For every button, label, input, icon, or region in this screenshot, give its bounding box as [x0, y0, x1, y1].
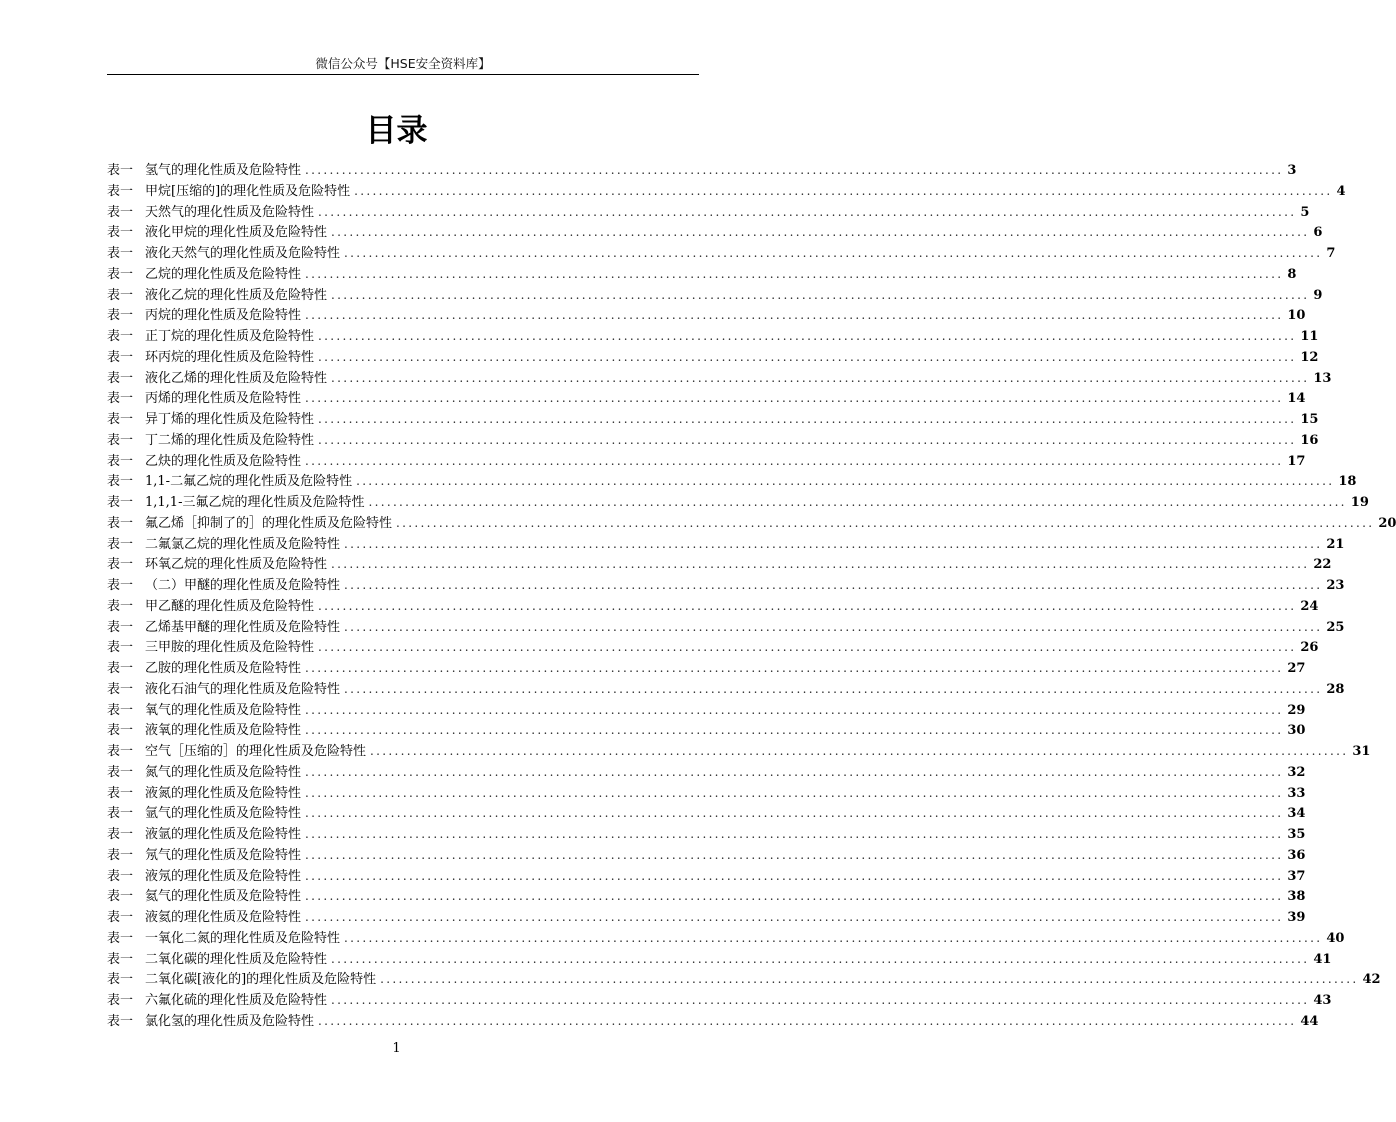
toc-entry-title: 二氧化碳的理化性质及危险特性	[145, 951, 328, 967]
toc-entry-prefix: 表一	[107, 432, 134, 448]
toc-entry-title: 乙烯基甲醚的理化性质及危险特性	[145, 619, 341, 635]
toc-entry-page: 4	[1336, 183, 1346, 199]
toc-entry-page: 44	[1300, 1013, 1319, 1029]
toc-entry[interactable]	[107, 575, 1345, 596]
page-header: 微信公众号【HSE安全资料库】	[107, 54, 699, 75]
toc-entry-title: 液氧的理化性质及危险特性	[145, 723, 302, 739]
toc-dot-leader: ................................................................................................................................................................	[305, 910, 1284, 924]
toc-entry[interactable]	[107, 762, 1306, 783]
toc-entry[interactable]	[107, 741, 1371, 762]
toc-entry[interactable]	[107, 803, 1306, 824]
toc-dot-leader: ................................................................................................................................................................	[331, 370, 1310, 385]
toc-entry-title: 液化乙烯的理化性质及危险特性	[145, 370, 328, 386]
toc-entry-prefix: 表一	[107, 910, 134, 925]
toc-entry[interactable]	[107, 866, 1306, 887]
toc-entry-page: 33	[1287, 785, 1306, 801]
toc-entry[interactable]	[107, 243, 1336, 264]
toc-entry-prefix: 表一	[107, 412, 134, 427]
toc-entry-page: 17	[1287, 453, 1306, 469]
toc-entry-title: 环丙烷的理化性质及危险特性	[145, 349, 315, 365]
toc-dot-leader: ................................................................................................................................................................	[305, 827, 1284, 841]
toc-entry-title: 六氟化硫的理化性质及危险特性	[145, 993, 328, 1008]
toc-entry[interactable]	[107, 347, 1319, 368]
toc-entry-title: 氮气的理化性质及危险特性	[145, 764, 302, 780]
toc-dot-leader: ................................................................................................................................................................	[344, 536, 1323, 551]
toc-entry-page: 43	[1313, 993, 1332, 1008]
toc-entry-title: 甲烷[压缩的]的理化性质及危险特性	[145, 183, 351, 199]
toc-entry-title: 液氖的理化性质及危险特性	[145, 868, 302, 884]
toc-entry-prefix: 表一	[107, 474, 134, 490]
toc-entry-page: 19	[1350, 495, 1369, 510]
toc-entry-prefix: 表一	[107, 370, 134, 386]
toc-entry-title: 液氦的理化性质及危险特性	[145, 910, 302, 925]
toc-entry[interactable]	[107, 388, 1306, 409]
toc-entry[interactable]	[107, 617, 1345, 638]
toc-entry-prefix: 表一	[107, 847, 134, 863]
toc-dot-leader: ................................................................................................................................................................	[305, 847, 1284, 862]
toc-entry-prefix: 表一	[107, 889, 134, 905]
toc-entry[interactable]	[107, 679, 1345, 700]
toc-entry-title: 液化天然气的理化性质及危险特性	[145, 246, 341, 261]
toc-entry-title: 正丁烷的理化性质及危险特性	[145, 329, 315, 344]
toc-entry-prefix: 表一	[107, 661, 134, 676]
toc-entry-page: 29	[1287, 702, 1306, 718]
toc-dot-leader: ................................................................................................................................................................	[344, 681, 1323, 696]
toc-entry[interactable]	[107, 1011, 1319, 1032]
toc-entry-prefix: 表一	[107, 246, 134, 261]
toc-entry-prefix: 表一	[107, 640, 134, 656]
toc-entry[interactable]	[107, 907, 1306, 928]
toc-entry-prefix: 表一	[107, 266, 134, 282]
toc-entry-title: 氩气的理化性质及危险特性	[145, 806, 302, 822]
toc-dot-leader: ................................................................................................................................................................	[305, 391, 1284, 406]
toc-entry[interactable]	[107, 845, 1306, 866]
toc-entry-title: 丙烷的理化性质及危险特性	[145, 308, 302, 324]
toc-entry[interactable]	[107, 181, 1346, 202]
toc-dot-leader: ................................................................................................................................................................	[331, 951, 1310, 966]
toc-entry-prefix: 表一	[107, 806, 134, 822]
toc-entry-page: 40	[1326, 930, 1345, 946]
toc-entry-page: 20	[1378, 515, 1396, 531]
toc-entry[interactable]	[107, 969, 1381, 990]
toc-entry-title: 氢气的理化性质及危险特性	[145, 163, 302, 178]
toc-entry[interactable]	[107, 928, 1345, 949]
toc-dot-leader: ................................................................................................................................................................	[305, 806, 1284, 821]
toc-entry-prefix: 表一	[107, 183, 134, 199]
toc-entry-title: 1,1,1-三氟乙烷的理化性质及危险特性	[145, 495, 365, 510]
toc-entry-prefix: 表一	[107, 557, 134, 573]
toc-entry[interactable]	[107, 492, 1369, 513]
toc-entry-title: 二氧化碳[液化的]的理化性质及危险特性	[145, 972, 377, 988]
toc-entry-title: 二氟氯乙烷的理化性质及危险特性	[145, 536, 341, 552]
toc-entry-page: 26	[1300, 640, 1319, 656]
toc-dot-leader: ................................................................................................................................................................	[318, 329, 1297, 343]
toc-entry-prefix: 表一	[107, 744, 134, 759]
toc-entry[interactable]	[107, 326, 1319, 347]
toc-entry-page: 25	[1326, 619, 1345, 635]
toc-entry[interactable]	[107, 471, 1357, 492]
toc-entry-title: 丁二烯的理化性质及危险特性	[145, 432, 315, 448]
toc-entry-page: 32	[1287, 764, 1306, 780]
toc-entry[interactable]	[107, 513, 1396, 534]
toc-entry-prefix: 表一	[107, 785, 134, 801]
toc-entry-prefix: 表一	[107, 204, 134, 220]
toc-entry-title: 乙胺的理化性质及危险特性	[145, 661, 302, 676]
toc-entry-title: 乙烷的理化性质及危险特性	[145, 266, 302, 282]
toc-dot-leader: ................................................................................................................................................................	[331, 557, 1310, 572]
toc-dot-leader: ................................................................................................................................................................	[305, 868, 1284, 883]
toc-entry-title: 氦气的理化性质及危险特性	[145, 889, 302, 905]
toc-entry-title: 氟乙烯［抑制了的］的理化性质及危险特性	[145, 515, 393, 531]
toc-entry-page: 35	[1287, 827, 1306, 842]
toc-entry-prefix: 表一	[107, 391, 134, 407]
toc-entry-page: 28	[1326, 681, 1345, 697]
toc-dot-leader: ................................................................................................................................................................	[368, 495, 1347, 509]
toc-entry-prefix: 表一	[107, 308, 134, 324]
toc-entry-title: 液化石油气的理化性质及危险特性	[145, 681, 341, 697]
toc-entry-page: 18	[1338, 474, 1357, 490]
toc-entry-page: 31	[1352, 744, 1371, 759]
toc-entry-page: 9	[1313, 287, 1323, 303]
toc-entry-page: 12	[1300, 349, 1319, 365]
toc-entry-title: 液氩的理化性质及危险特性	[145, 827, 302, 842]
toc-entry-prefix: 表一	[107, 702, 134, 718]
toc-entry[interactable]	[107, 824, 1306, 845]
toc-dot-leader: ................................................................................................................................................................	[354, 183, 1333, 198]
toc-dot-leader: ................................................................................................................................................................	[305, 308, 1284, 323]
toc-entry-title: 空气［压缩的］的理化性质及危险特性	[145, 744, 367, 759]
toc-dot-leader: ................................................................................................................................................................	[318, 1013, 1297, 1028]
toc-entry-title: 氧气的理化性质及危险特性	[145, 702, 302, 718]
toc-entry-title: 乙炔的理化性质及危险特性	[145, 453, 302, 469]
toc-entry-page: 8	[1287, 266, 1297, 282]
toc-entry[interactable]	[107, 783, 1306, 804]
toc-entry-title: 环氧乙烷的理化性质及危险特性	[145, 557, 328, 573]
toc-entry[interactable]	[107, 554, 1332, 575]
toc-entry-title: 液氮的理化性质及危险特性	[145, 785, 302, 801]
toc-entry-page: 21	[1326, 536, 1345, 552]
toc-entry-title: 丙烯的理化性质及危险特性	[145, 391, 302, 407]
toc-entry-prefix: 表一	[107, 453, 134, 469]
toc-entry-title: 一氧化二氮的理化性质及危险特性	[145, 930, 341, 946]
toc-entry-prefix: 表一	[107, 619, 134, 635]
toc-dot-leader: ................................................................................................................................................................	[305, 266, 1284, 281]
toc-entry-title: 甲乙醚的理化性质及危险特性	[145, 598, 315, 614]
toc-dot-leader: ................................................................................................................................................................	[344, 246, 1323, 260]
toc-entry-page: 15	[1300, 412, 1319, 427]
toc-entry-page: 13	[1313, 370, 1332, 386]
toc-entry[interactable]	[107, 637, 1319, 658]
toc-entry[interactable]	[107, 949, 1332, 970]
toc-entry-title: 1,1-二氟乙烷的理化性质及危险特性	[145, 474, 353, 490]
toc-entry-prefix: 表一	[107, 723, 134, 739]
toc-dot-leader: ................................................................................................................................................................	[318, 640, 1297, 655]
toc-entry-title: 氯化氢的理化性质及危险特性	[145, 1013, 315, 1029]
toc-entry[interactable]	[107, 886, 1306, 907]
toc-entry-page: 5	[1300, 204, 1310, 220]
toc-entry-page: 3	[1287, 163, 1297, 178]
toc-entry-title: 液化乙烷的理化性质及危险特性	[145, 287, 328, 303]
toc-dot-leader: ................................................................................................................................................................	[318, 412, 1297, 426]
toc-entry-page: 42	[1362, 972, 1381, 988]
toc-entry-page: 30	[1287, 723, 1306, 739]
toc-entry-page: 14	[1287, 391, 1306, 407]
toc-dot-leader: ................................................................................................................................................................	[305, 764, 1284, 779]
toc-entry[interactable]	[107, 451, 1306, 472]
toc-entry-page: 41	[1313, 951, 1332, 967]
toc-dot-leader: ................................................................................................................................................................	[305, 785, 1284, 800]
toc-entry-page: 6	[1313, 225, 1323, 241]
toc-entry-prefix: 表一	[107, 163, 134, 178]
toc-entry-page: 7	[1326, 246, 1336, 261]
toc-entry-prefix: 表一	[107, 349, 134, 365]
toc-entry-prefix: 表一	[107, 536, 134, 552]
toc-entry-title: 氖气的理化性质及危险特性	[145, 847, 302, 863]
toc-entry[interactable]	[107, 305, 1306, 326]
toc-entry-prefix: 表一	[107, 329, 134, 344]
toc-entry-prefix: 表一	[107, 827, 134, 842]
toc-entry-page: 11	[1300, 329, 1319, 344]
toc-entry-title: （二）甲醚的理化性质及危险特性	[145, 578, 341, 593]
toc-entry[interactable]	[107, 222, 1323, 243]
toc-dot-leader: ................................................................................................................................................................	[331, 287, 1310, 302]
toc-entry-prefix: 表一	[107, 515, 134, 531]
toc-entry-prefix: 表一	[107, 951, 134, 967]
toc-entry-page: 23	[1326, 578, 1345, 593]
page-number: 1	[392, 1041, 401, 1056]
toc-entry-page: 38	[1287, 889, 1306, 905]
toc-entry-prefix: 表一	[107, 598, 134, 614]
toc-entry-page: 34	[1287, 806, 1306, 822]
toc-entry-page: 39	[1287, 910, 1306, 925]
toc-entry-prefix: 表一	[107, 972, 134, 988]
toc-entry-page: 27	[1287, 661, 1306, 676]
toc-entry-prefix: 表一	[107, 578, 134, 593]
toc-dot-leader: ................................................................................................................................................................	[344, 578, 1323, 592]
toc-entry[interactable]	[107, 534, 1345, 555]
toc-dot-leader: ................................................................................................................................................................	[396, 515, 1375, 530]
toc-entry-prefix: 表一	[107, 764, 134, 780]
toc-entry-page: 36	[1287, 847, 1306, 863]
table-of-contents	[107, 160, 1396, 1032]
toc-dot-leader: ................................................................................................................................................................	[370, 744, 1349, 758]
toc-dot-leader: ................................................................................................................................................................	[305, 163, 1284, 177]
toc-dot-leader: ................................................................................................................................................................	[380, 972, 1359, 987]
toc-dot-leader: ................................................................................................................................................................	[318, 204, 1297, 219]
toc-dot-leader: ................................................................................................................................................................	[305, 661, 1284, 675]
toc-entry-title: 三甲胺的理化性质及危险特性	[145, 640, 315, 656]
toc-dot-leader: ................................................................................................................................................................	[318, 349, 1297, 364]
toc-entry-title: 液化甲烷的理化性质及危险特性	[145, 225, 328, 241]
toc-entry[interactable]	[107, 990, 1332, 1011]
toc-entry[interactable]	[107, 596, 1319, 617]
toc-entry-prefix: 表一	[107, 287, 134, 303]
toc-entry-prefix: 表一	[107, 868, 134, 884]
toc-entry-prefix: 表一	[107, 225, 134, 241]
toc-entry[interactable]	[107, 658, 1306, 679]
toc-dot-leader: ................................................................................................................................................................	[305, 723, 1284, 738]
toc-entry[interactable]	[107, 430, 1319, 451]
toc-entry[interactable]	[107, 160, 1297, 181]
toc-entry-prefix: 表一	[107, 495, 134, 510]
toc-dot-leader: ................................................................................................................................................................	[356, 474, 1335, 489]
toc-entry[interactable]	[107, 700, 1306, 721]
toc-dot-leader: ................................................................................................................................................................	[305, 702, 1284, 717]
toc-entry-page: 24	[1300, 598, 1319, 614]
toc-dot-leader: ................................................................................................................................................................	[331, 993, 1310, 1007]
page-title: 目录	[365, 113, 428, 149]
toc-entry-prefix: 表一	[107, 993, 134, 1008]
toc-entry[interactable]	[107, 202, 1310, 223]
toc-entry[interactable]	[107, 368, 1332, 389]
toc-dot-leader: ................................................................................................................................................................	[318, 432, 1297, 447]
toc-entry-title: 天然气的理化性质及危险特性	[145, 204, 315, 220]
toc-dot-leader: ................................................................................................................................................................	[344, 619, 1323, 634]
toc-entry-prefix: 表一	[107, 681, 134, 697]
toc-dot-leader: ................................................................................................................................................................	[305, 889, 1284, 904]
toc-entry-page: 22	[1313, 557, 1332, 573]
toc-dot-leader: ................................................................................................................................................................	[318, 598, 1297, 613]
toc-entry-page: 10	[1287, 308, 1306, 324]
toc-entry[interactable]	[107, 285, 1323, 306]
toc-entry[interactable]	[107, 409, 1319, 430]
toc-dot-leader: ................................................................................................................................................................	[344, 930, 1323, 945]
toc-entry-title: 异丁烯的理化性质及危险特性	[145, 412, 315, 427]
toc-dot-leader: ................................................................................................................................................................	[305, 453, 1284, 468]
toc-entry-prefix: 表一	[107, 1013, 134, 1029]
toc-entry-page: 37	[1287, 868, 1306, 884]
toc-entry-prefix: 表一	[107, 930, 134, 946]
toc-entry-page: 16	[1300, 432, 1319, 448]
toc-entry[interactable]	[107, 264, 1297, 285]
toc-entry[interactable]	[107, 720, 1306, 741]
toc-dot-leader: ................................................................................................................................................................	[331, 225, 1310, 240]
